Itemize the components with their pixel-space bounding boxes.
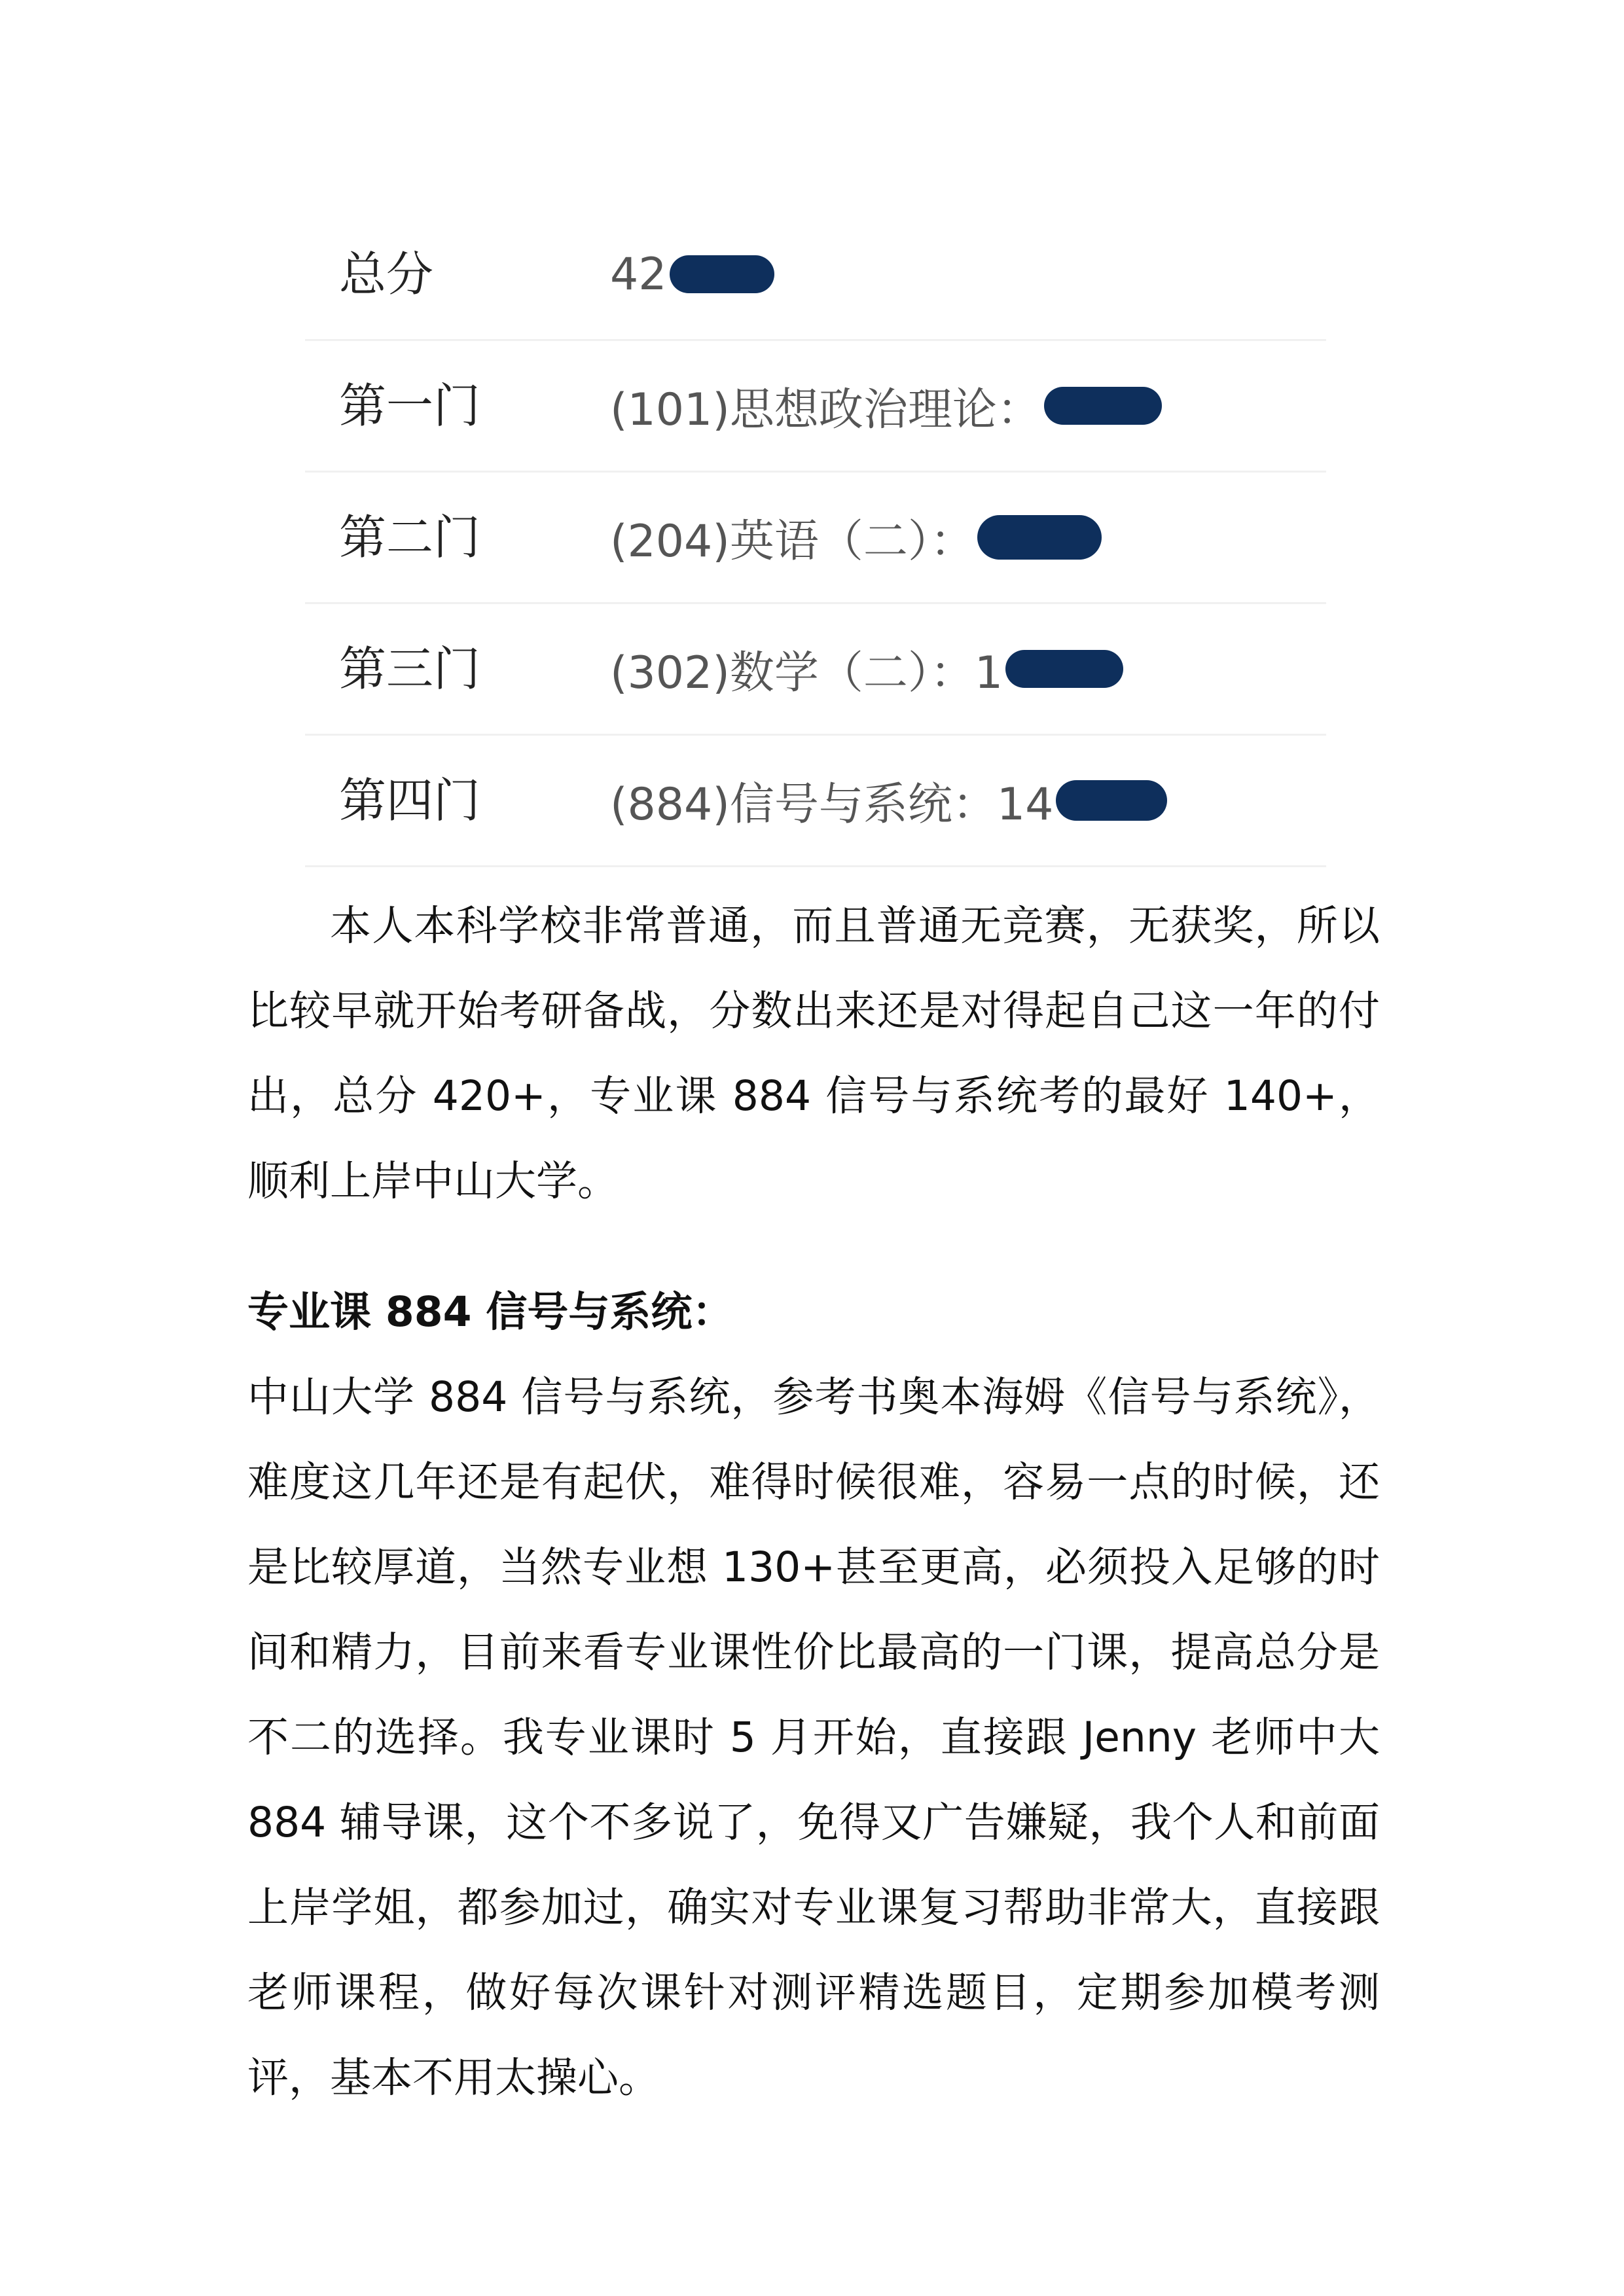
- redaction-mark: [977, 515, 1102, 560]
- score-label: 第一门: [339, 378, 481, 433]
- intro-paragraph: 本人本科学校非常普通，而且普通无竞赛，无获奖，所以比较早就开始考研备战，分数出来还是对得起自己这一年的付出，总分 420+，专业课 884 信号与系统考的最好 140+，顺利上岸中山大学。: [247, 902, 1380, 1205]
- score-value-wrap: [610, 209, 774, 339]
- score-label: 总分: [339, 247, 434, 302]
- redaction-mark: [1056, 780, 1167, 821]
- score-label: 第四门: [339, 773, 481, 828]
- score-value-wrap: [610, 341, 1162, 471]
- score-table: [305, 209, 1326, 867]
- score-value: (884)信号与系统：14: [610, 778, 1054, 831]
- score-value-wrap: [610, 473, 1102, 602]
- score-row-subject-3: [305, 604, 1326, 736]
- article: [247, 884, 1380, 2121]
- score-label: 第二门: [339, 510, 481, 565]
- score-value-wrap: [610, 604, 1123, 734]
- score-row-subject-1: [305, 341, 1326, 473]
- score-value-wrap: [610, 736, 1167, 865]
- score-value: (302)数学（二）：1: [610, 647, 1003, 699]
- score-row-subject-4: [305, 736, 1326, 867]
- redaction-mark: [1044, 387, 1162, 425]
- score-row-total: [305, 209, 1326, 341]
- score-label: 第三门: [339, 641, 481, 696]
- score-value: (204)英语（二）：: [610, 515, 975, 567]
- section-title: 专业课 884 信号与系统：: [247, 1288, 734, 1336]
- score-value: (101)思想政治理论：: [610, 384, 1041, 436]
- score-row-subject-2: [305, 473, 1326, 604]
- redaction-mark: [1005, 650, 1123, 688]
- score-value: 42: [610, 248, 667, 300]
- redaction-mark: [670, 255, 774, 293]
- section-paragraph: 中山大学 884 信号与系统，参考书奥本海姆《信号与系统》，难度这几年还是有起伏，难得时候很难，容易一点的时候，还是比较厚道，当然专业想 130+甚至更高，必须投入足够的时间和精力，目前来看专业课性价比最高的一门课，提高总分是不二的选择。我专业课时 5 月开始，直接跟 Jenny 老师中大 884 辅导课，这个不多说了，免得又广告嫌疑，我个人和前面上岸学姐，都参加过，确实对专业课复习帮助非常大，直接跟老师课程，做好每次课针对测评精选题目，定期参加模考测评，基本不用太操心。: [247, 1373, 1380, 2102]
